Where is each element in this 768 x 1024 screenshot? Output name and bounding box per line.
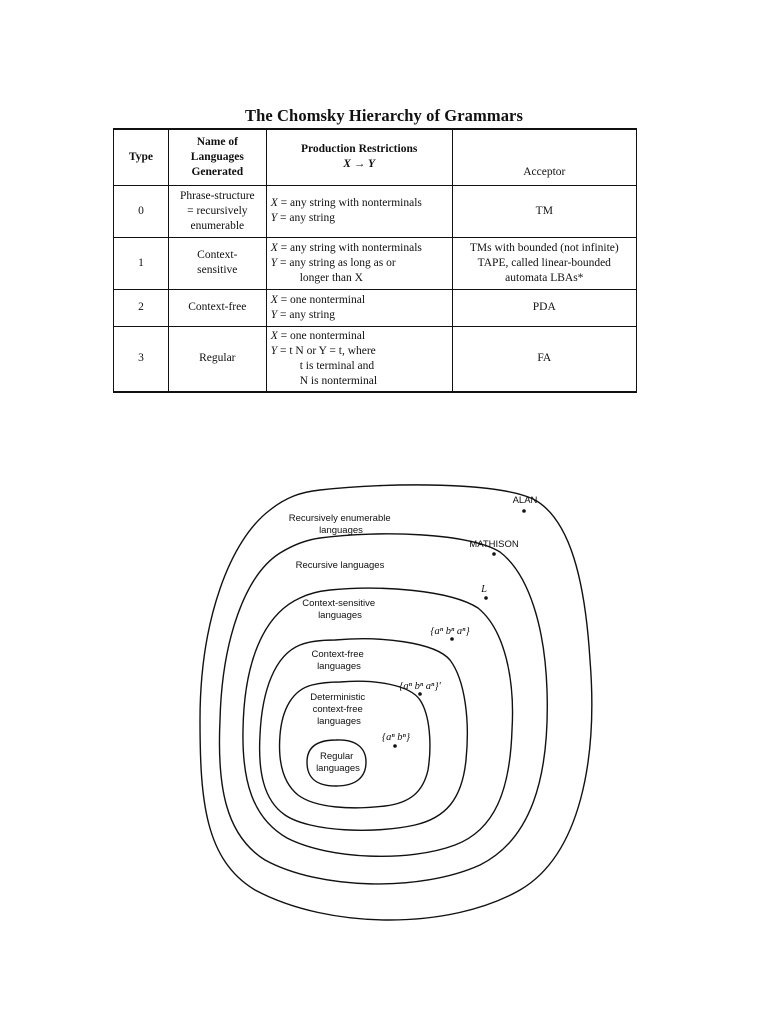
row-name-line: = recursively [187, 204, 248, 217]
production-line: N is nonterminal [299, 374, 378, 387]
row-type: 3 [114, 326, 169, 392]
label-context-free: Context-free languages [311, 649, 364, 672]
acceptor-line: FA [537, 352, 552, 364]
region-outline-recursive [219, 534, 547, 884]
acceptor-line: TAPE, called linear-bounded [477, 256, 611, 269]
point-label-alan: ALAN [512, 495, 538, 506]
acceptor-line: automata LBAs* [505, 271, 584, 284]
acceptor-line: PDA [532, 301, 556, 313]
acceptor-line: TMs with bounded (not infinite) [469, 241, 619, 254]
point-label-l: L [481, 584, 487, 595]
point-dot-l [484, 596, 488, 600]
point-label-mathison: MATHISON [469, 539, 519, 550]
row-type: 2 [114, 289, 169, 326]
point-label-anbnan: {aⁿ bⁿ aⁿ} [430, 626, 470, 637]
point-label-anbnan-complement: {aⁿ bⁿ aⁿ}' [399, 681, 441, 692]
production-line: X = one nonterminal [270, 329, 366, 342]
label-deterministic-context-free: Deterministic context-free languages [310, 692, 366, 727]
header-type: Type [114, 129, 169, 185]
header-name-line: Generated [191, 165, 244, 178]
production-line: longer than X [299, 271, 363, 284]
production-line: t is terminal and [299, 359, 375, 372]
header-acceptor: Acceptor [452, 129, 636, 185]
page-title: The Chomsky Hierarchy of Grammars [245, 106, 523, 125]
row-type: 1 [114, 237, 169, 289]
row-name-line: sensitive [197, 264, 238, 276]
point-dot-anbnan-complement [418, 692, 422, 696]
region-outline-context-free [260, 639, 468, 830]
point-dot-anbn [393, 744, 397, 748]
production-line: X = any string with nonterminals [270, 241, 422, 254]
header-production-line: Production Restrictions [300, 143, 418, 156]
point-dot-mathison [492, 552, 496, 556]
row-name-line: enumerable [190, 219, 245, 232]
production-line: X = any string with nonterminals [270, 197, 422, 209]
region-outline-context-sensitive [243, 588, 513, 856]
production-line: Y = any string as long as or [270, 256, 396, 269]
header-name-line: Name of [196, 135, 238, 148]
point-label-anbn: {aⁿ bⁿ} [381, 732, 411, 743]
production-line: Y = any string [270, 308, 336, 321]
label-recursive: Recursive languages [295, 560, 385, 571]
row-name-line: Phrase-structure [179, 189, 255, 202]
row-type: 0 [114, 185, 169, 237]
header-production-rule: X → Y [343, 158, 376, 171]
header-name-line: Languages [190, 150, 244, 163]
production-line: X = one nonterminal [270, 293, 366, 306]
acceptor-line: TM [535, 204, 553, 217]
label-context-sensitive: Context-sensitive languages [302, 598, 376, 621]
production-line: Y = any string [270, 212, 336, 224]
row-name-line: Context- [197, 249, 238, 261]
region-outline-recursively-enumerable [200, 485, 592, 920]
point-dot-alan [522, 509, 526, 513]
production-line: Y = t N or Y = t, where [270, 344, 376, 357]
label-regular: Regular languages [316, 751, 360, 774]
row-name-line: Context-free [188, 301, 247, 313]
label-recursively-enumerable: Recursively enumerable languages [288, 513, 391, 536]
point-dot-anbnan [450, 637, 454, 641]
row-name-line: Regular [199, 352, 236, 364]
